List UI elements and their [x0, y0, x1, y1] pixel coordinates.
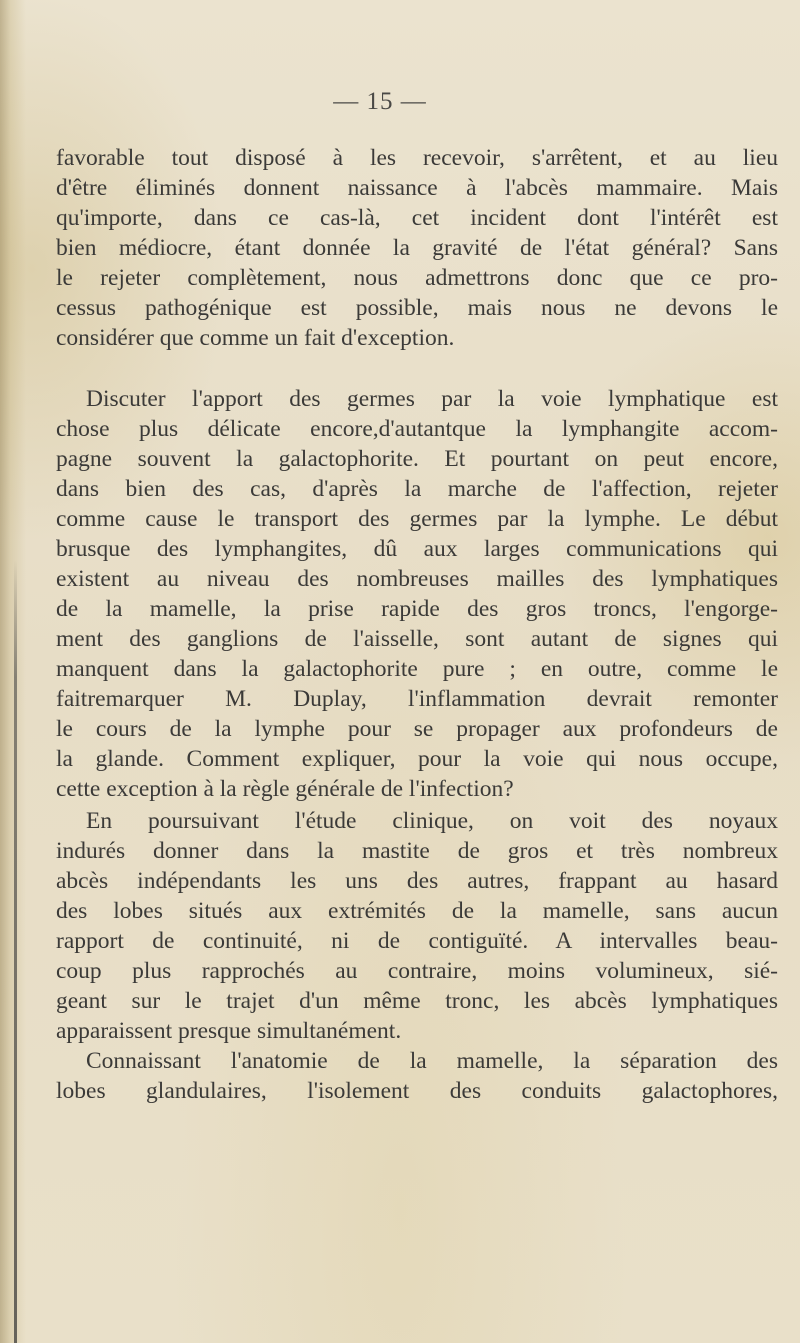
text-line: la glande. Comment expliquer, pour la voie qui nous occupe, [56, 746, 778, 772]
text-line: le cours de la lymphe pour se propager aux profondeurs de [56, 716, 778, 742]
text-line: En poursuivant l'étude clinique, on voit des noyaux [86, 808, 778, 834]
text-line: de la mamelle, la prise rapide des gros troncs, l'engorge- [56, 596, 778, 622]
page-edge-shadow [0, 0, 26, 1343]
text-line: pagne souvent la galactophorite. Et pourtant on peut encore, [56, 446, 778, 472]
text-line: cessus pathogénique est possible, mais nous ne devons le [56, 295, 778, 321]
text-line: abcès indépendants les uns des autres, frappant au hasard [56, 868, 778, 894]
text-line: manquent dans la galactophorite pure ; en outre, comme le [56, 656, 778, 682]
text-line: indurés donner dans la mastite de gros et très nombreux [56, 838, 778, 864]
text-line: faitremarquer M. Duplay, l'inflammation devrait remonter [56, 686, 778, 712]
text-line: brusque des lymphangites, dû aux larges communications qui [56, 536, 778, 562]
text-line: favorable tout disposé à les recevoir, s'arrêtent, et au lieu [56, 145, 778, 171]
text-line: bien médiocre, étant donnée la gravité de l'état général? Sans [56, 235, 778, 261]
text-line: considérer que comme un fait d'exception. [56, 325, 455, 351]
text-line: lobes glandulaires, l'isolement des conduits galactophores, [56, 1078, 778, 1104]
text-line: existent au niveau des nombreuses mailles des lymphatiques [56, 566, 778, 592]
text-line: coup plus rapprochés au contraire, moins volumineux, sié- [56, 958, 778, 984]
text-line: rapport de continuité, ni de contiguïté. A intervalles beau- [56, 928, 778, 954]
text-line: chose plus délicate encore,d'autantque la lymphangite accom- [56, 416, 778, 442]
page-number: — 15 — [333, 88, 427, 115]
text-line: le rejeter complètement, nous admettrons donc que ce pro- [56, 265, 778, 291]
text-line: ment des ganglions de l'aisselle, sont autant de signes qui [56, 626, 778, 652]
text-line: comme cause le transport des germes par la lymphe. Le début [56, 506, 778, 532]
text-line: cette exception à la règle générale de l'infection? [56, 776, 514, 802]
text-line: Connaissant l'anatomie de la mamelle, la séparation des [86, 1048, 778, 1074]
text-line: des lobes situés aux extrémités de la mamelle, sans aucun [56, 898, 778, 924]
text-line: apparaissent presque simultanément. [56, 1018, 402, 1044]
text-line: qu'importe, dans ce cas-là, cet incident dont l'intérêt est [56, 205, 778, 231]
text-line: geant sur le trajet d'un même tronc, les abcès lymphatiques [56, 988, 778, 1014]
binding-edge [14, 560, 17, 1343]
text-line: Discuter l'apport des germes par la voie lymphatique est [86, 386, 778, 412]
text-line: d'être éliminés donnent naissance à l'abcès mammaire. Mais [56, 175, 778, 201]
text-line: dans bien des cas, d'après la marche de l'affection, rejeter [56, 476, 778, 502]
